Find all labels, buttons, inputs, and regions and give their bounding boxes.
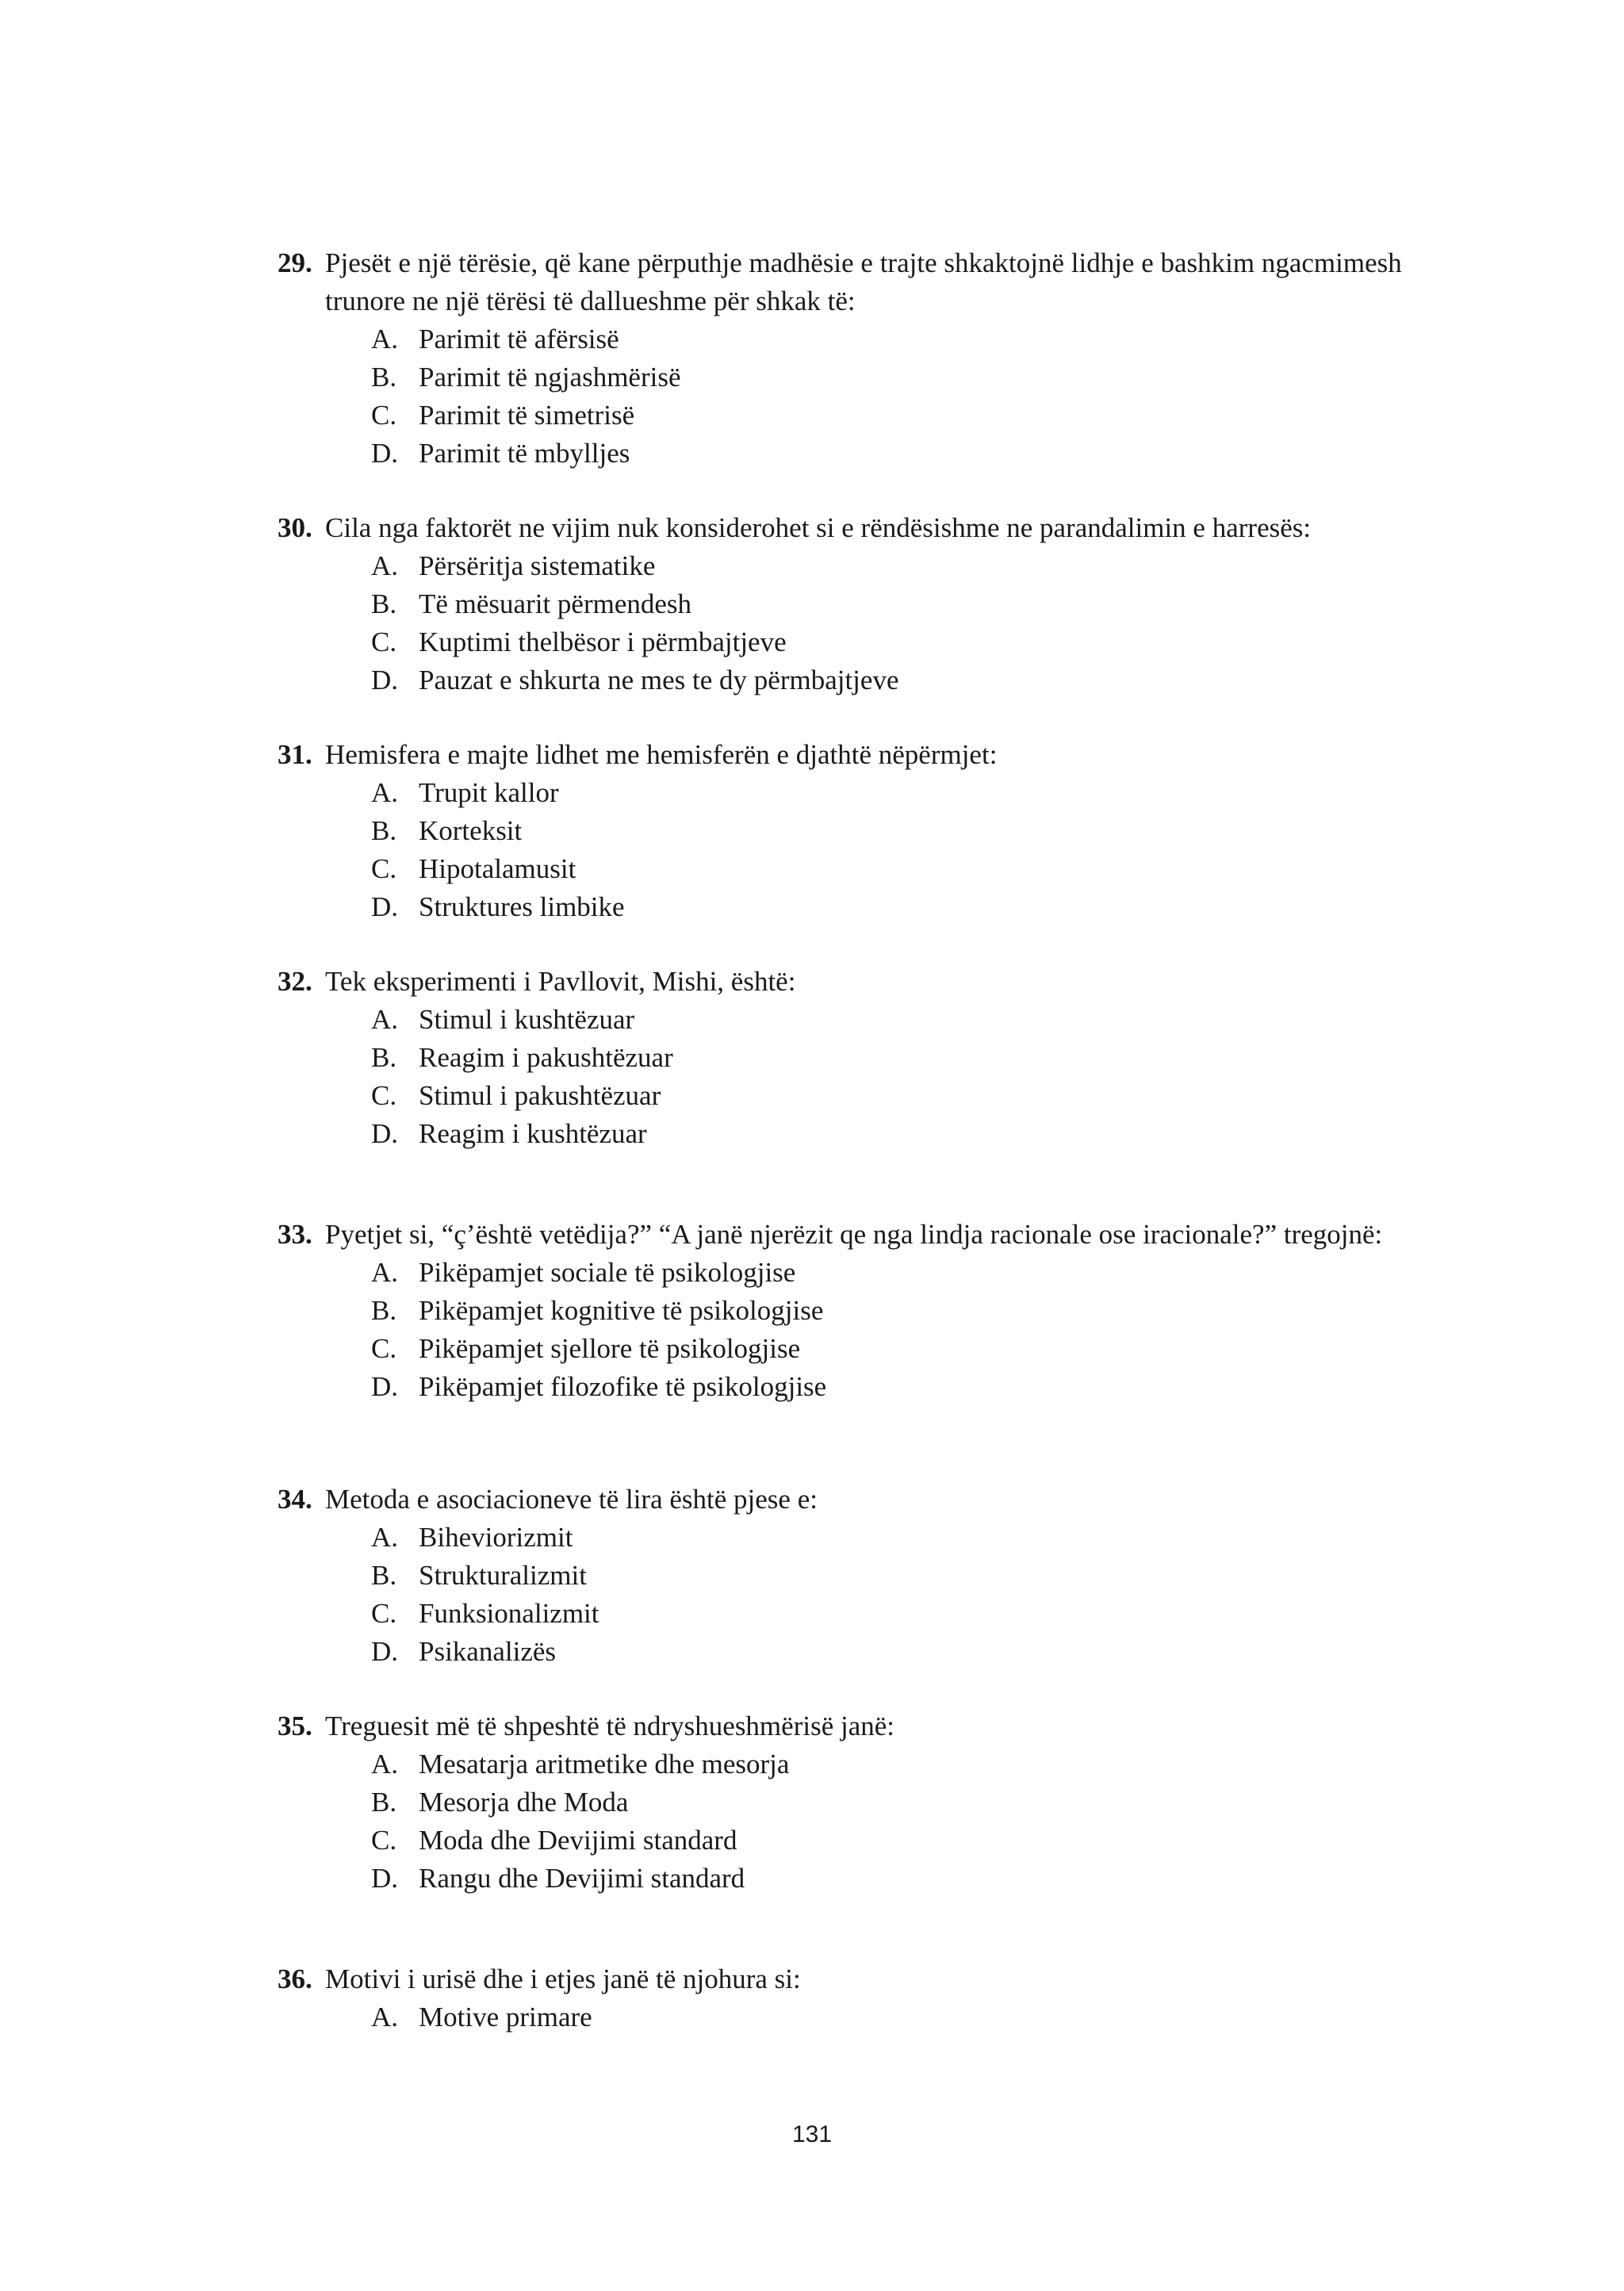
option-label: B. [371,1042,397,1073]
question-text: Pyetjet si, “ç’është vetëdija?” “A janë njerëzit qe nga lindja racionale ose iracionale?” tregojnë: [325,1219,1383,1250]
page-number: 131 [791,2121,833,2147]
answer-option [278,850,1404,888]
question-number: 31. [278,739,312,770]
answer-option [278,358,1404,397]
option-text: Stimul i kushtëzuar [419,1004,635,1035]
question-number: 29. [278,247,312,278]
option-label: B. [371,1295,397,1326]
option-text: Përsëritja sistematike [419,550,656,581]
answer-option [278,585,1404,623]
question-number: 34. [278,1484,312,1515]
question-30 [278,509,1404,699]
option-label: C. [371,626,397,657]
option-label: A. [371,1257,399,1288]
question-29 [278,244,1404,473]
option-label: D. [371,1118,399,1149]
question-35 [278,1707,1404,1898]
option-text: Parimit të simetrisë [419,400,635,431]
option-text: Pikëpamjet sjellore të psikologjise [419,1333,801,1364]
question-stem [278,736,1404,774]
option-label: D. [371,1636,399,1667]
answer-options [278,1745,1404,1898]
question-stem [278,1960,1404,1998]
option-text: Stimul i pakushtëzuar [419,1080,661,1111]
question-33 [278,1216,1404,1406]
question-text: Cila nga faktorët ne vijim nuk konsiderohet si e rëndësishme ne parandalimin e harresës: [325,512,1312,543]
question-number: 32. [278,966,312,997]
question-number: 30. [278,512,312,543]
question-32 [278,963,1404,1153]
option-label: C. [371,1598,397,1629]
option-label: D. [371,891,399,922]
option-text: Kuptimi thelbësor i përmbajtjeve [419,626,787,657]
option-text: Moda dhe Devijimi standard [419,1825,737,1856]
option-label: C. [371,400,397,431]
option-label: A. [371,1749,399,1780]
option-text: Pikëpamjet filozofike të psikologjise [419,1371,827,1402]
question-text: Treguesit më të shpeshtë të ndryshueshmërisë janë: [325,1711,894,1741]
option-label: B. [371,362,397,393]
option-label: A. [371,2002,399,2032]
answer-option [278,1368,1404,1406]
option-label: C. [371,1080,397,1111]
option-label: D. [371,665,399,695]
answer-option [278,1001,1404,1039]
option-text: Biheviorizmit [419,1522,573,1553]
question-stem [278,509,1404,547]
option-label: A. [371,1522,399,1553]
question-stem [278,244,1404,320]
answer-option [278,1254,1404,1292]
question-stem [278,1707,1404,1745]
answer-options [278,1998,1404,2036]
option-text: Strukturalizmit [419,1560,587,1591]
option-text: Mesatarja aritmetike dhe mesorja [419,1749,790,1780]
question-text: Tek eksperimenti i Pavllovit, Mishi, është: [325,966,796,997]
option-text: Parimit të ngjashmërisë [419,362,681,393]
answer-option [278,1633,1404,1671]
answer-option [278,1860,1404,1898]
question-text: Hemisfera e majte lidhet me hemisferën e djathtë nëpërmjet: [325,739,998,770]
answer-option [278,1519,1404,1557]
option-text: Të mësuarit përmendesh [419,588,692,619]
option-label: D. [371,438,399,469]
option-text: Mesorja dhe Moda [419,1787,629,1818]
option-label: A. [371,550,399,581]
option-label: D. [371,1371,399,1402]
answer-option [278,888,1404,926]
answer-option [278,1115,1404,1153]
option-text: Parimit të afërsisë [419,324,619,354]
answer-option [278,397,1404,435]
question-number: 35. [278,1711,312,1741]
option-text: Motive primare [419,2002,592,2032]
option-text: Struktures limbike [419,891,625,922]
question-stem [278,1481,1404,1519]
option-text: Psikanalizës [419,1636,557,1667]
option-text: Funksionalizmit [419,1598,599,1629]
option-label: B. [371,815,397,846]
question-stem [278,1216,1404,1254]
option-text: Pikëpamjet kognitive të psikologjise [419,1295,824,1326]
option-text: Trupit kallor [419,777,559,808]
answer-options [278,1001,1404,1153]
answer-option [278,774,1404,812]
option-label: B. [371,1560,397,1591]
answer-option [278,435,1404,473]
answer-option [278,320,1404,358]
option-label: A. [371,1004,399,1035]
question-text: Motivi i urisë dhe i etjes janë të njohura si: [325,1963,801,1994]
question-text: Metoda e asociacioneve të lira është pjese e: [325,1484,818,1515]
option-label: A. [371,777,399,808]
answer-option [278,623,1404,661]
option-text: Hipotalamusit [419,853,576,884]
option-label: B. [371,588,397,619]
answer-option [278,812,1404,850]
answer-option [278,1783,1404,1822]
answer-option [278,1822,1404,1860]
option-label: C. [371,1825,397,1856]
question-number: 33. [278,1219,312,1250]
question-text: Pjesët e një tërësie, që kane përputhje madhësie e trajte shkaktojnë lidhje e bashkim ngacmimesh trunore ne një tërësi të dallueshme për shkak të: [325,247,1402,316]
answer-option [278,1039,1404,1077]
answer-option [278,1292,1404,1330]
option-text: Pauzat e shkurta ne mes te dy përmbajtjeve [419,665,899,695]
question-stem [278,963,1404,1001]
question-number: 36. [278,1963,312,1994]
option-label: C. [371,1333,397,1364]
answer-option [278,1557,1404,1595]
answer-option [278,1330,1404,1368]
option-text: Reagim i pakushtëzuar [419,1042,673,1073]
answer-option [278,1077,1404,1115]
option-text: Parimit të mbylljes [419,438,630,469]
option-text: Korteksit [419,815,523,846]
question-34 [278,1481,1404,1671]
answer-option [278,1595,1404,1633]
option-label: D. [371,1863,399,1894]
answer-options [278,774,1404,926]
answer-options [278,1519,1404,1671]
option-text: Pikëpamjet sociale të psikologjise [419,1257,796,1288]
answer-options [278,1254,1404,1406]
question-31 [278,736,1404,926]
option-label: A. [371,324,399,354]
answer-option [278,547,1404,585]
answer-option [278,661,1404,699]
option-label: B. [371,1787,397,1818]
answer-option [278,1998,1404,2036]
option-text: Rangu dhe Devijimi standard [419,1863,745,1894]
answer-options [278,547,1404,699]
option-label: C. [371,853,397,884]
answer-options [278,320,1404,473]
option-text: Reagim i kushtëzuar [419,1118,647,1149]
answer-option [278,1745,1404,1783]
question-36 [278,1960,1404,2036]
